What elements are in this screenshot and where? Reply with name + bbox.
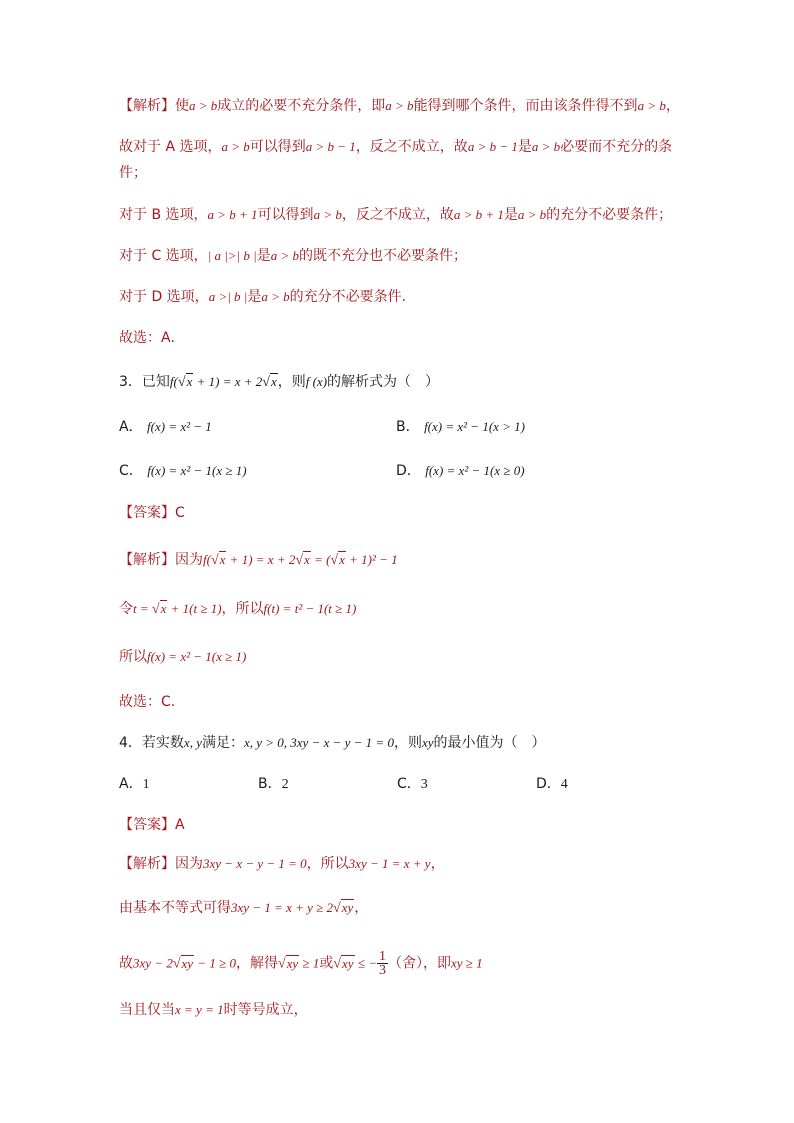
text: 能得到哪个条件，而由该条件得不到 — [413, 98, 638, 114]
radicand: xy — [286, 955, 299, 971]
math: + 1(t ≥ 1) — [167, 601, 222, 616]
q2-choice: 故选：A． — [119, 330, 185, 346]
radicand: xy — [342, 955, 354, 971]
option-expr: f(x) = x² − 1(x > 1) — [424, 419, 526, 434]
math: f( — [169, 374, 178, 389]
text: ， — [665, 98, 680, 114]
math: − 1 ≥ 0 — [194, 955, 236, 971]
radicand: x — [339, 552, 345, 567]
q2-analysis-line-4 — [119, 205, 672, 225]
math: 3xy − 2 — [133, 955, 173, 971]
text: 对于 D 选项， — [119, 289, 209, 305]
text: 因为 — [175, 552, 203, 568]
radicand: xy — [181, 955, 194, 971]
option-label: A． — [119, 419, 143, 435]
text: 时等号成立， — [223, 1002, 308, 1018]
text: 使 — [175, 98, 189, 114]
text: 对于 B 选项， — [119, 207, 208, 223]
q4-option-a — [119, 774, 150, 795]
option-label: B． — [258, 776, 282, 792]
q3-option-c — [119, 461, 247, 481]
q3-answer: 【答案】C — [119, 505, 185, 521]
q4-option-b — [258, 774, 289, 795]
math: + 1)² − 1 — [345, 552, 398, 567]
text: ，解得 — [235, 955, 278, 972]
math: f(t) = t² − 1(t ≥ 1) — [263, 601, 357, 616]
option-label: D． — [396, 463, 421, 479]
q2-analysis-line-2 — [119, 137, 672, 157]
math: xy ≥ 1 — [451, 955, 483, 971]
math: + 1) = x + 2 — [193, 374, 263, 389]
q2-analysis-line-3: 件； — [119, 165, 147, 181]
option-value: 2 — [281, 777, 289, 792]
math: a > b — [313, 207, 342, 222]
math: ≥ 1 — [299, 955, 320, 971]
analysis-tag: 【解析】 — [119, 98, 175, 114]
math: a > b − 1 — [305, 139, 356, 154]
radicand: x — [186, 374, 193, 389]
question-number: 4．若实数 — [119, 735, 184, 751]
math: a > b — [189, 98, 218, 113]
text: 必要而不充分的条 — [560, 139, 673, 155]
math: a >| b | — [208, 289, 248, 304]
radicand: x — [270, 374, 277, 389]
q4-option-d — [536, 774, 568, 795]
math: f(x) = x² − 1(x ≥ 1) — [147, 649, 247, 664]
q4-answer: 【答案】A — [119, 817, 185, 833]
text: 的既不充分也不必要条件； — [299, 248, 468, 264]
q3-option-a — [119, 417, 212, 437]
q2-analysis-line-1 — [119, 96, 680, 116]
radicand: x — [160, 601, 167, 616]
text: 是 — [517, 139, 532, 155]
math: a > b — [221, 139, 250, 154]
q4-analysis-line-3: 故3xy − 2√xy − 1 ≥ 0，解得√xy ≥ 1或√xy ≤ − $\frac{1}{3}$ （舍），即xy ≥ 1 — [119, 949, 483, 978]
text: 所以 — [119, 649, 147, 665]
math: + 1) = x + 2 — [226, 552, 296, 567]
analysis-tag: 【解析】 — [119, 552, 175, 568]
text: 是 — [256, 248, 271, 264]
math: | a |>| b | — [207, 248, 257, 263]
math: f (x) — [305, 374, 328, 389]
math: x, y > 0, 3xy − x − y − 1 = 0 — [243, 735, 394, 750]
math: a > b — [270, 248, 300, 263]
math: a > b — [385, 98, 414, 113]
option-expr: f(x) = x² − 1(x ≥ 0) — [425, 463, 525, 478]
q4-option-c — [397, 774, 428, 795]
option-value: 4 — [560, 777, 568, 792]
option-value: 1 — [142, 777, 150, 792]
math: 3xy − x − y − 1 = 0 — [203, 856, 307, 871]
question-number: 3．已知 — [119, 374, 170, 390]
math: a > b — [531, 139, 561, 154]
text: ， — [354, 900, 369, 916]
text: ，则 — [393, 735, 422, 751]
math: a > b − 1 — [467, 139, 518, 154]
math: x = y = 1 — [175, 1002, 224, 1017]
text: 可以得到 — [257, 207, 314, 223]
math: a > b — [517, 207, 547, 222]
text: 成立的必要不充分条件，即 — [217, 98, 386, 114]
text: ，则 — [277, 374, 306, 390]
q4-stem — [119, 733, 546, 753]
option-label: A． — [119, 776, 143, 792]
q4-analysis-line-2: 由基本不等式可得3xy − 1 = x + y ≥ 2√xy， — [119, 900, 369, 916]
text: ，反之不成立，故 — [355, 139, 468, 155]
option-label: D． — [536, 776, 561, 792]
option-label: C． — [397, 776, 421, 792]
math: f( — [203, 552, 211, 567]
option-expr: f(x) = x² − 1(x ≥ 1) — [147, 463, 247, 478]
q3-analysis-line-1: 【解析】因为f(√x + 1) = x + 2√x = (√x + 1)² − 1 — [119, 552, 398, 568]
text: 因为 — [175, 856, 203, 872]
text: 当且仅当 — [119, 1002, 175, 1018]
math: ≤ − — [354, 955, 377, 971]
q2-analysis-line-5 — [119, 246, 467, 266]
math: xy — [421, 735, 434, 750]
math: 3xy − 1 = x + y ≥ 2 — [231, 900, 334, 915]
text: 的充分不必要条件. — [289, 289, 407, 305]
radicand: xy — [341, 900, 354, 915]
text: ， — [430, 856, 445, 872]
option-value: 3 — [420, 777, 428, 792]
option-label: B． — [396, 419, 420, 435]
q3-choice: 故选：C. — [119, 694, 176, 710]
radicand: x — [304, 552, 310, 567]
text: 可以得到 — [249, 139, 306, 155]
math: a > b — [637, 98, 666, 113]
text: 是 — [247, 289, 262, 305]
math: a > b + 1 — [207, 207, 258, 222]
q4-analysis-line-1 — [119, 854, 445, 874]
q3-analysis-line-2: 令t = √x + 1(t ≥ 1)，所以f(t) = t² − 1(t ≥ 1) — [119, 601, 357, 617]
math: 3xy − 1 = x + y — [348, 856, 431, 871]
text: 或 — [319, 955, 334, 972]
fraction-numerator: 1 — [379, 949, 386, 964]
option-expr: f(x) = x² − 1 — [147, 419, 212, 434]
q3-option-b — [396, 417, 525, 437]
text: ，所以 — [306, 856, 349, 872]
fraction-denominator: 3 — [379, 963, 386, 978]
text: 的最小值为（ ） — [433, 735, 546, 751]
text: 令 — [119, 601, 133, 617]
math: = ( — [310, 552, 331, 567]
math: t = — [133, 601, 152, 616]
q3-option-d — [396, 461, 525, 481]
q2-analysis-line-6 — [119, 287, 406, 307]
text: 对于 C 选项， — [119, 248, 208, 264]
text: 的解析式为（ ） — [327, 374, 440, 390]
q3-analysis-line-3 — [119, 647, 246, 667]
text: 故 — [119, 955, 133, 972]
q3-stem: 3．已知f(√x + 1) = x + 2√x，则f (x)的解析式为（ ） — [119, 374, 440, 390]
radicand: x — [219, 552, 226, 567]
text: 的充分不必要条件； — [546, 207, 673, 223]
text: 由基本不等式可得 — [119, 900, 231, 916]
text: 是 — [503, 207, 518, 223]
text: （舍），即 — [388, 955, 451, 972]
math: x, y — [183, 735, 202, 750]
math: a > b — [261, 289, 290, 304]
text: ，所以 — [221, 601, 264, 617]
text: 故对于 A 选项， — [119, 139, 222, 155]
fraction — [377, 950, 388, 977]
analysis-tag: 【解析】 — [119, 856, 175, 872]
text: 满足： — [201, 735, 244, 751]
math: a > b + 1 — [453, 207, 504, 222]
q4-analysis-line-4 — [119, 1000, 308, 1020]
option-label: C． — [119, 463, 143, 479]
text: ，反之不成立，故 — [341, 207, 454, 223]
